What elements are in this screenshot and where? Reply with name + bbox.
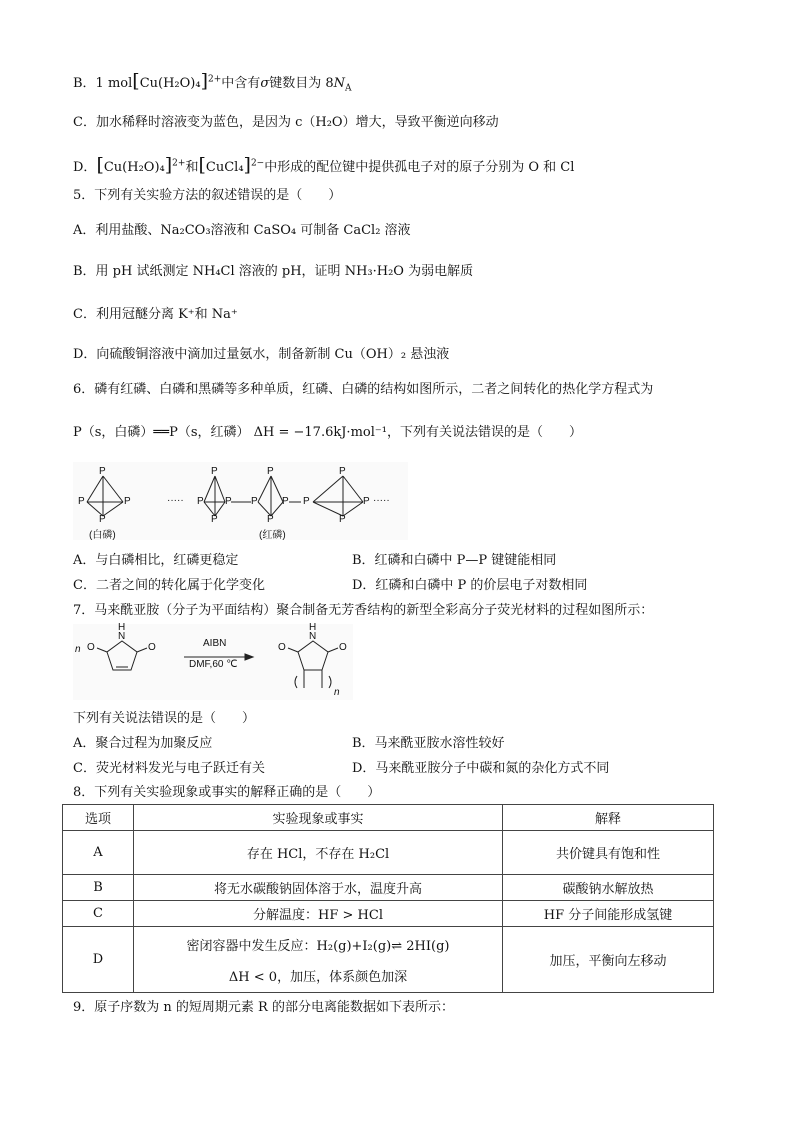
atom-label: P	[99, 466, 106, 477]
q8-table	[62, 804, 714, 993]
atom-label: O	[87, 642, 95, 653]
q6-option-a: A．与白磷相比，红磷更稳定	[73, 553, 239, 568]
table-cell: 将无水碳酸钠固体溶于水，温度升高	[134, 875, 503, 901]
q6-option-c: C．二者之间的转化属于化学变化	[73, 578, 265, 593]
q6-stem: 6．磷有红磷、白磷和黑磷等多种单质，红磷、白磷的结构如图所示，二者之间转化的热化学方程式为	[73, 382, 654, 397]
atom-label: P	[303, 496, 310, 507]
table-row	[63, 831, 714, 875]
chain-dots: ·····	[167, 495, 184, 506]
table-cell-line: 密闭容器中发生反应：H₂(g)+I₂(g)⇌ 2HI(g)	[186, 938, 450, 954]
q5-option-b: B．用 pH 试纸测定 NH₄Cl 溶液的 pH，证明 NH₃·H₂O 为弱电解质	[73, 264, 474, 279]
atom-label: P	[197, 496, 204, 507]
table-cell: C	[63, 901, 134, 927]
table-cell	[134, 927, 503, 993]
q9-stem: 9．原子序数为 n 的短周期元素 R 的部分电离能数据如下表所示：	[73, 1000, 454, 1015]
q4-option-b: B．1 $mol[Cu(H_2O)_4]^{2+}$中含有σ键数目为 $8N_A$	[73, 70, 352, 94]
coefficient-n: n	[75, 644, 81, 655]
atom-label: O	[339, 642, 347, 653]
table-cell: 碳酸钠水解放热	[503, 875, 714, 901]
atom-label: H	[118, 622, 126, 633]
table-cell: A	[63, 831, 134, 875]
table-row	[63, 901, 714, 927]
q7-option-a: A．聚合过程为加聚反应	[73, 736, 213, 751]
q7-stem: 7．马来酰亚胺（分子为平面结构）聚合制备无芳香结构的新型全彩高分子荧光材料的过程如图所示：	[73, 603, 654, 618]
white-phosphorus-label: (白磷)	[89, 530, 116, 541]
reaction-condition-2: DMF,60 ℃	[189, 659, 238, 670]
polymer-subscript-n: n	[334, 687, 340, 698]
atom-label: P	[267, 466, 274, 477]
reaction-condition-1: AIBN	[203, 638, 227, 649]
phosphorus-structure-figure	[73, 462, 408, 540]
atom-label: P	[99, 514, 106, 525]
chain-dots: ·····	[373, 495, 390, 506]
atom-label: P	[225, 496, 232, 507]
q7-option-b: B．马来酰亚胺水溶性较好	[352, 736, 505, 751]
table-row	[63, 927, 714, 993]
q5-option-d: D．向硫酸铜溶液中滴加过量氨水，制备新制 Cu（OH）₂ 悬浊液	[73, 347, 450, 362]
atom-label: P	[339, 466, 346, 477]
atom-label: N	[309, 631, 317, 642]
atom-label: P	[211, 514, 218, 525]
table-cell-line: ΔH < 0，加压，体系颜色加深	[228, 969, 408, 985]
red-phosphorus-label: (红磷)	[259, 530, 286, 541]
header-cell: 解释	[503, 805, 714, 831]
q5-option-c: C．利用冠醚分离 K⁺和 Na⁺	[73, 307, 238, 322]
atom-label: P	[363, 496, 370, 507]
atom-label: P	[267, 514, 274, 525]
q5-stem: 5．下列有关实验方法的叙述错误的是（ ）	[73, 188, 342, 203]
atom-label: O	[148, 642, 156, 653]
q7-prompt: 下列有关说法错误的是（ ）	[73, 711, 256, 726]
table-cell: 加压，平衡向左移动	[503, 927, 714, 993]
table-cell: 分解温度：HF > HCl	[134, 901, 503, 927]
atom-label: P	[124, 496, 131, 507]
q6-option-b: B．红磷和白磷中 P—P 键键能相同	[352, 553, 557, 568]
header-cell: 实验现象或事实	[134, 805, 503, 831]
table-header-row	[63, 805, 714, 831]
table-cell: 共价键具有饱和性	[503, 831, 714, 875]
atom-label: P	[282, 496, 289, 507]
atom-label: N	[118, 631, 126, 642]
table-row	[63, 875, 714, 901]
q6-option-d: D．红磷和白磷中 P 的价层电子对数相同	[352, 578, 588, 593]
table-cell: HF 分子间能形成氢键	[503, 901, 714, 927]
q8-stem: 8．下列有关实验现象或事实的解释正确的是（ ）	[73, 785, 381, 800]
q6-equation: P（s，白磷）══P（s，红磷） ΔH = −17.6kJ·mol⁻¹，下列有关说法错误的是（ ）	[73, 425, 582, 440]
q4-option-d: D．$[Cu(H_2O)_4]^{2+}$和[CuCl₄]$^{2-}$中形成的配位键中提供孤电子对的原子分别为 O 和 Cl	[73, 154, 575, 176]
table-cell: B	[63, 875, 134, 901]
atom-label: P	[251, 496, 258, 507]
q7-option-c: C．荧光材料发光与电子跃迁有关	[73, 761, 265, 776]
table-cell: D	[63, 927, 134, 993]
table-cell: 存在 HCl，不存在 H₂Cl	[134, 831, 503, 875]
atom-label: O	[278, 642, 286, 653]
atom-label: P	[339, 514, 346, 525]
q7-option-d: D．马来酰亚胺分子中碳和氮的杂化方式不同	[352, 761, 610, 776]
header-cell: 选项	[63, 805, 134, 831]
maleimide-polymerization-figure	[73, 624, 353, 700]
atom-label: H	[309, 622, 317, 633]
q4-option-c: C．加水稀释时溶液变为蓝色，是因为 c（H₂O）增大，导致平衡逆向移动	[73, 115, 499, 130]
atom-label: P	[78, 496, 85, 507]
atom-label: P	[211, 466, 218, 477]
q5-option-a: A．利用盐酸、Na₂CO₃溶液和 CaSO₄ 可制备 CaCl₂ 溶液	[73, 223, 411, 238]
